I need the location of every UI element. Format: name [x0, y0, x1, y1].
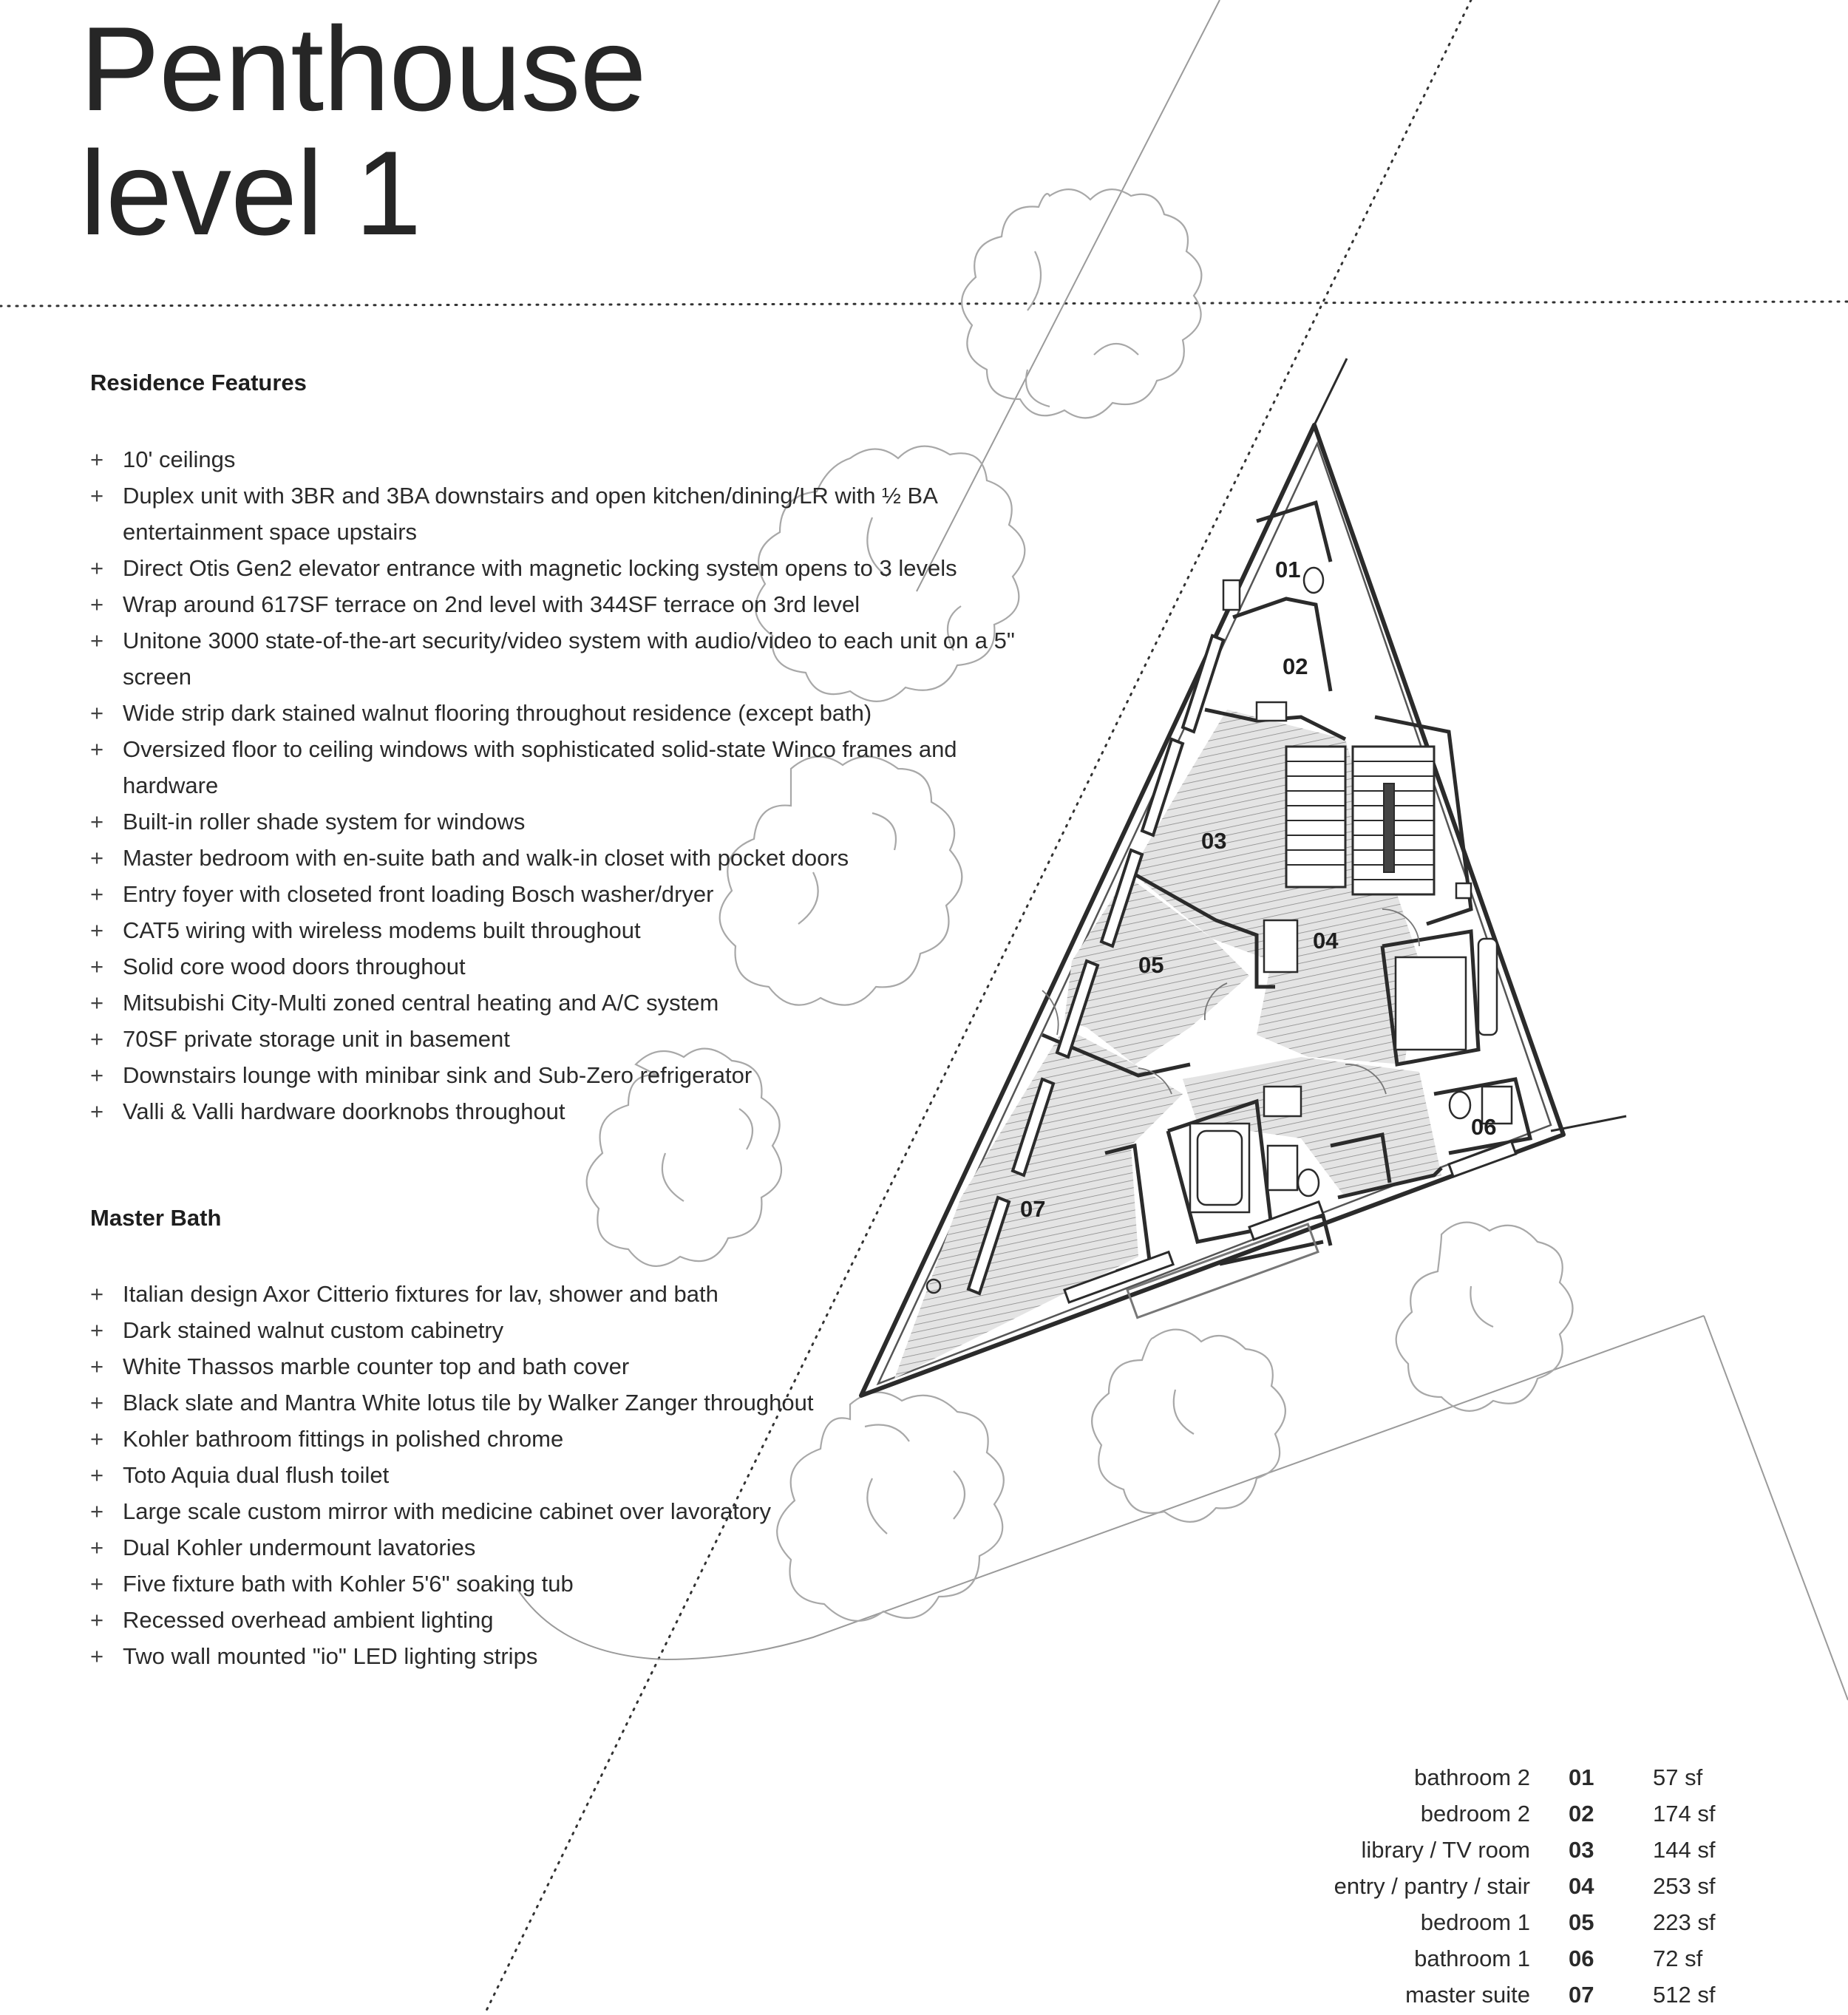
plus-icon: +: [90, 736, 104, 762]
plan-label-04: 04: [1313, 928, 1339, 954]
plan-label-07: 07: [1020, 1196, 1046, 1222]
plus-icon: +: [90, 1426, 104, 1452]
legend-row: [1279, 1759, 1715, 1795]
legend-room-name: master suite: [1405, 1982, 1530, 2008]
list-item-text: Kohler bathroom fittings in polished chrome: [123, 1426, 564, 1452]
property-line-horizontal: [0, 302, 1848, 306]
list-item-text: Large scale custom mirror with medicine cabinet over lavoratory: [123, 1498, 771, 1524]
legend-room-name: library / TV room: [1361, 1837, 1530, 1863]
legend-room-name: bedroom 2: [1420, 1801, 1530, 1827]
list-item: [90, 948, 1044, 985]
list-item-text: Entry foyer with closeted front loading Bosch washer/dryer: [123, 881, 714, 907]
list-item: [90, 1529, 1044, 1566]
list-item-text: Solid core wood doors throughout: [123, 954, 466, 979]
legend-room-name: entry / pantry / stair: [1334, 1873, 1530, 1899]
list-item-text: Two wall mounted "io" LED lighting strips: [123, 1643, 538, 1669]
list-item: [90, 441, 1044, 478]
legend-room-area: 253 sf: [1653, 1873, 1716, 1899]
plus-icon: +: [90, 990, 104, 1016]
list-item-text: 10' ceilings: [123, 446, 236, 472]
list-item: [90, 1421, 1044, 1457]
list-item-text: Built-in roller shade system for windows: [123, 809, 526, 835]
plus-icon: +: [90, 1353, 104, 1379]
plus-icon: +: [90, 591, 104, 617]
list-item-text: Dark stained walnut custom cabinetry: [123, 1317, 504, 1343]
list-item-text: Black slate and Mantra White lotus tile by Walker Zanger throughout: [123, 1390, 814, 1416]
legend-room-area: 57 sf: [1653, 1764, 1703, 1790]
legend-room-name: bathroom 1: [1414, 1946, 1530, 1971]
title-line-1: Penthouse: [80, 2, 646, 136]
plus-icon: +: [90, 881, 104, 907]
plus-icon: +: [90, 483, 104, 509]
list-item-text: Oversized floor to ceiling windows with sophisticated solid-state Winco frames and hardware: [123, 736, 957, 798]
master-bath-list: [90, 1276, 1044, 1674]
residence-features-heading: Residence Features: [90, 370, 307, 395]
legend-room-number: 07: [1569, 1982, 1594, 2008]
legend-room-area: 512 sf: [1653, 1982, 1716, 2008]
list-item: [90, 912, 1044, 948]
plus-icon: +: [90, 628, 104, 653]
plan-label-05: 05: [1138, 952, 1164, 978]
legend-row: [1279, 1868, 1715, 1904]
plus-icon: +: [90, 1390, 104, 1416]
plus-icon: +: [90, 1062, 104, 1088]
list-item-text: Downstairs lounge with minibar sink and Sub-Zero refrigerator: [123, 1062, 753, 1088]
list-item-text: Unitone 3000 state-of-the-art security/video system with audio/video to each unit on a 5" screen: [123, 628, 1015, 690]
legend-room-name: bedroom 1: [1420, 1909, 1530, 1935]
legend-room-number: 05: [1569, 1909, 1594, 1935]
list-item: [90, 1384, 1044, 1421]
list-item-text: Duplex unit with 3BR and 3BA downstairs and open kitchen/dining/LR with ½ BA entertainment space upstairs: [123, 483, 937, 545]
legend-room-area: 72 sf: [1653, 1946, 1703, 1971]
list-item-text: Master bedroom with en-suite bath and walk-in closet with pocket doors: [123, 845, 849, 871]
plus-icon: +: [90, 700, 104, 726]
title-line-2: level 1: [80, 126, 421, 260]
legend-room-area: 144 sf: [1653, 1837, 1716, 1863]
plus-icon: +: [90, 1281, 104, 1307]
plus-icon: +: [90, 954, 104, 979]
plus-icon: +: [90, 1535, 104, 1560]
list-item: [90, 1021, 1044, 1057]
list-item-text: Recessed overhead ambient lighting: [123, 1607, 494, 1633]
legend-row: [1279, 1795, 1715, 1832]
room-legend: [1279, 1759, 1715, 2013]
residence-features-list: [90, 441, 1044, 1129]
list-item-text: White Thassos marble counter top and bath cover: [123, 1353, 630, 1379]
list-item: [90, 1348, 1044, 1384]
plus-icon: +: [90, 1607, 104, 1633]
list-item: [90, 731, 1044, 803]
list-item: [90, 1638, 1044, 1674]
plan-label-01: 01: [1275, 557, 1301, 582]
list-item: [90, 1493, 1044, 1529]
list-item-text: Toto Aquia dual flush toilet: [123, 1462, 390, 1488]
plus-icon: +: [90, 1643, 104, 1669]
legend-row: [1279, 1832, 1715, 1868]
list-item-text: Wide strip dark stained walnut flooring throughout residence (except bath): [123, 700, 872, 726]
list-item: [90, 1276, 1044, 1312]
legend-room-number: 06: [1569, 1946, 1594, 1971]
list-item-text: Direct Otis Gen2 elevator entrance with magnetic locking system opens to 3 levels: [123, 555, 957, 581]
plus-icon: +: [90, 1498, 104, 1524]
plus-icon: +: [90, 1317, 104, 1343]
plus-icon: +: [90, 446, 104, 472]
list-item-text: Five fixture bath with Kohler 5'6" soaking tub: [123, 1571, 574, 1597]
list-item: [90, 1093, 1044, 1129]
list-item: [90, 550, 1044, 586]
list-item: [90, 622, 1044, 695]
legend-row: [1279, 1977, 1715, 2013]
list-item: [90, 695, 1044, 731]
plan-label-03: 03: [1201, 828, 1227, 854]
plus-icon: +: [90, 809, 104, 835]
list-item: [90, 840, 1044, 876]
list-item-text: Mitsubishi City-Multi zoned central heating and A/C system: [123, 990, 719, 1016]
list-item: [90, 985, 1044, 1021]
legend-room-number: 02: [1569, 1801, 1594, 1827]
legend-row: [1279, 1940, 1715, 1977]
plus-icon: +: [90, 1462, 104, 1488]
legend-room-number: 03: [1569, 1837, 1594, 1863]
plus-icon: +: [90, 555, 104, 581]
legend-room-area: 174 sf: [1653, 1801, 1716, 1827]
list-item-text: CAT5 wiring with wireless modems built throughout: [123, 917, 641, 943]
list-item: [90, 1566, 1044, 1602]
master-bath-heading: Master Bath: [90, 1205, 222, 1231]
plus-icon: +: [90, 845, 104, 871]
list-item-text: Italian design Axor Citterio fixtures for lav, shower and bath: [123, 1281, 719, 1307]
list-item-text: 70SF private storage unit in basement: [123, 1026, 510, 1052]
plan-label-06: 06: [1471, 1114, 1497, 1140]
list-item-text: Valli & Valli hardware doorknobs throughout: [123, 1098, 565, 1124]
legend-room-name: bathroom 2: [1414, 1764, 1530, 1790]
list-item: [90, 1057, 1044, 1093]
legend-room-area: 223 sf: [1653, 1909, 1716, 1935]
list-item: [90, 876, 1044, 912]
legend-row: [1279, 1904, 1715, 1940]
list-item: [90, 803, 1044, 840]
list-item: [90, 586, 1044, 622]
list-item: [90, 1457, 1044, 1493]
legend-room-number: 01: [1569, 1764, 1594, 1790]
plus-icon: +: [90, 917, 104, 943]
plus-icon: +: [90, 1098, 104, 1124]
plan-label-02: 02: [1283, 653, 1308, 679]
plus-icon: +: [90, 1571, 104, 1597]
list-item: [90, 478, 1044, 550]
list-item-text: Dual Kohler undermount lavatories: [123, 1535, 476, 1560]
list-item: [90, 1602, 1044, 1638]
legend-room-number: 04: [1569, 1873, 1594, 1899]
list-item: [90, 1312, 1044, 1348]
list-item-text: Wrap around 617SF terrace on 2nd level with 344SF terrace on 3rd level: [123, 591, 860, 617]
plus-icon: +: [90, 1026, 104, 1052]
